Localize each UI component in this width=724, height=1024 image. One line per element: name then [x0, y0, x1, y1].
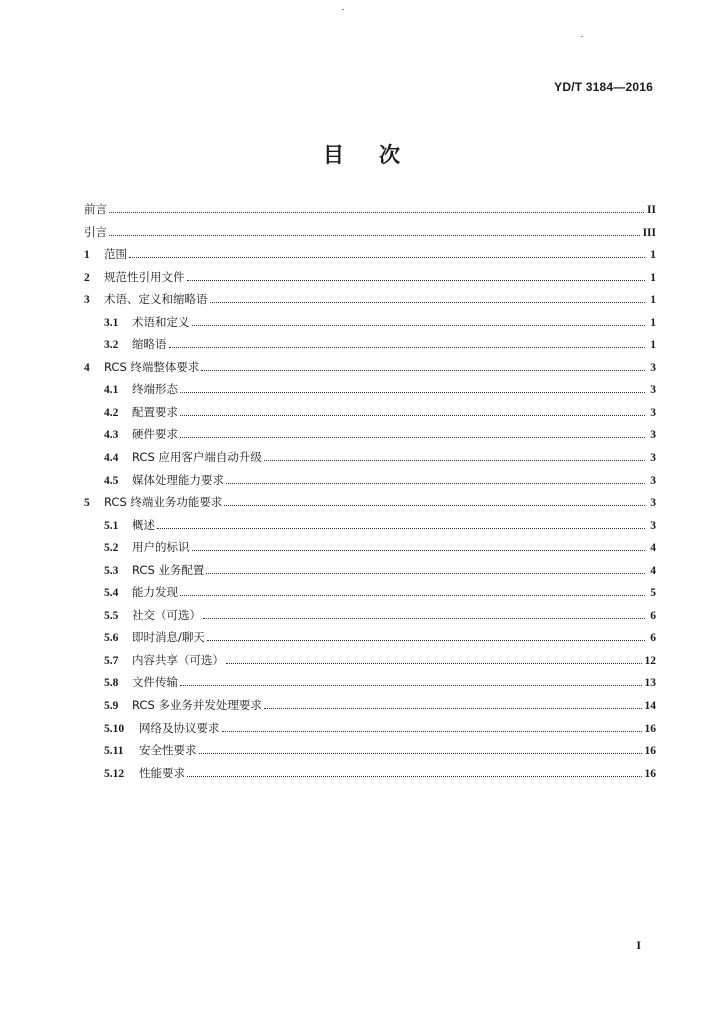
dot-leader: [206, 573, 645, 574]
toc-entry[interactable]: [84, 584, 656, 607]
toc-entry-number: 5: [84, 497, 90, 510]
toc-entry[interactable]: [84, 314, 656, 337]
dot-leader: [187, 280, 646, 281]
toc-entry-number: 2: [84, 271, 90, 284]
toc-entry-number: 5.6: [104, 632, 119, 645]
toc-entry-label: 规范性引用文件: [104, 269, 185, 284]
page-number: I: [636, 938, 641, 952]
toc-entry-page: 1: [650, 316, 656, 329]
toc-entry-label: 引言: [84, 224, 107, 239]
toc-entry[interactable]: [84, 449, 656, 472]
toc-entry-page: 3: [650, 406, 656, 419]
toc-entry[interactable]: [84, 629, 656, 652]
title-part-1: 目: [323, 143, 345, 167]
toc-entry[interactable]: [84, 765, 656, 788]
toc-entry-label: 社交（可选）: [132, 607, 201, 622]
dot-leader: [224, 505, 645, 506]
toc-entry[interactable]: [84, 697, 656, 720]
toc-entry-number: 5.12: [104, 767, 125, 780]
document-code: YD/T 3184—2016: [554, 80, 653, 94]
toc-entry-page: 1: [650, 339, 656, 352]
toc-entry-page: 3: [650, 452, 656, 465]
dot-leader: [109, 235, 640, 236]
toc-entry[interactable]: [84, 426, 656, 449]
toc-entry-page: 16: [644, 745, 656, 758]
scan-speck: [342, 9, 344, 10]
toc-entry-label: RCS 应用客户端自动升级: [132, 450, 262, 465]
toc-entry-number: 3.1: [104, 316, 119, 329]
toc-entry-page: 3: [650, 384, 656, 397]
toc-entry-page: 4: [650, 564, 656, 577]
dot-leader: [180, 415, 645, 416]
toc-entry-number: 5.9: [104, 700, 119, 713]
toc-entry-page: 14: [644, 700, 656, 713]
toc-entry[interactable]: [84, 359, 656, 382]
dot-leader: [201, 370, 645, 371]
dot-leader: [192, 550, 646, 551]
toc-entry-label: 能力发现: [132, 585, 178, 600]
toc-entry-page: 3: [650, 361, 656, 374]
toc-entry[interactable]: [84, 742, 656, 765]
toc-entry-page: 6: [650, 609, 656, 622]
toc-entry-number: 4: [84, 361, 90, 374]
toc-entry[interactable]: [84, 652, 656, 675]
dot-leader: [109, 212, 644, 213]
dot-leader: [226, 483, 645, 484]
toc-entry-page: 1: [650, 271, 656, 284]
toc-entry-number: 5.5: [104, 609, 119, 622]
toc-entry-number: 5.11: [104, 745, 124, 758]
toc-entry-label: 媒体处理能力要求: [132, 472, 224, 487]
toc-entry-number: 5.3: [104, 564, 119, 577]
dot-leader: [180, 595, 645, 596]
dot-leader: [226, 663, 642, 664]
toc-entry-page: III: [642, 226, 656, 239]
toc-entry-label: 文件传输: [132, 675, 178, 690]
toc-entry-label: 用户的标识: [132, 540, 190, 555]
toc-entry[interactable]: [84, 201, 656, 224]
toc-entry-page: 1: [650, 294, 656, 307]
toc-entry[interactable]: [84, 404, 656, 427]
toc-entry-number: 4.2: [104, 406, 119, 419]
toc-entry-page: 3: [650, 519, 656, 532]
toc-entry-number: 4.5: [104, 474, 119, 487]
toc-entry-number: 5.7: [104, 654, 119, 667]
dot-leader: [157, 528, 645, 529]
toc-entry[interactable]: [84, 246, 656, 269]
page-title: [0, 139, 724, 169]
toc-entry-label: RCS 业务配置: [132, 562, 205, 577]
toc-entry-page: 12: [644, 654, 656, 667]
dot-leader: [187, 776, 642, 777]
scan-speck: [581, 36, 583, 37]
toc-entry[interactable]: [84, 494, 656, 517]
title-part-2: 次: [379, 143, 401, 167]
toc-entry-page: 13: [644, 677, 656, 690]
dot-leader: [169, 347, 646, 348]
toc-entry-number: 3: [84, 294, 90, 307]
toc-entry-page: 16: [644, 767, 656, 780]
toc-entry-page: II: [647, 204, 656, 216]
toc-entry-label: 缩略语: [132, 337, 167, 352]
toc-entry-label: 前言: [84, 202, 107, 216]
toc-entry-label: 终端形态: [132, 382, 178, 397]
toc-entry-page: 1: [650, 249, 656, 262]
dot-leader: [203, 618, 645, 619]
toc-entry-number: 4.1: [104, 384, 119, 397]
toc-entry-label: 性能要求: [139, 765, 185, 780]
toc-entry[interactable]: [84, 720, 656, 743]
toc-entry-number: 1: [84, 249, 90, 262]
dot-leader: [222, 731, 642, 732]
dot-leader: [129, 257, 645, 258]
table-of-contents: [84, 201, 656, 787]
toc-entry-page: 3: [650, 497, 656, 510]
toc-entry[interactable]: [84, 562, 656, 585]
dot-leader: [180, 437, 645, 438]
toc-entry-number: 5.1: [104, 519, 119, 532]
toc-entry[interactable]: [84, 472, 656, 495]
toc-entry-label: 硬件要求: [132, 427, 178, 442]
dot-leader: [264, 460, 645, 461]
toc-entry-label: 网络及协议要求: [139, 720, 220, 735]
toc-entry[interactable]: [84, 336, 656, 359]
dot-leader: [199, 753, 642, 754]
dot-leader: [192, 325, 646, 326]
toc-entry[interactable]: [84, 381, 656, 404]
toc-entry-number: 4.3: [104, 429, 119, 442]
toc-entry-label: 配置要求: [132, 404, 178, 419]
toc-entry[interactable]: [84, 269, 656, 292]
toc-entry-label: 范围: [104, 247, 127, 262]
toc-entry-label: 即时消息/聊天: [132, 630, 205, 645]
toc-entry-page: 6: [650, 632, 656, 645]
toc-entry-number: 5.8: [104, 677, 119, 690]
toc-entry-label: 术语、定义和缩略语: [104, 292, 208, 307]
toc-entry[interactable]: [84, 517, 656, 540]
toc-entry-number: 5.10: [104, 722, 125, 735]
toc-entry-label: RCS 终端业务功能要求: [104, 495, 223, 510]
toc-entry-label: 安全性要求: [139, 743, 197, 758]
dot-leader: [210, 302, 646, 303]
toc-entry-page: 4: [650, 542, 656, 555]
dot-leader: [180, 392, 645, 393]
toc-entry-label: 术语和定义: [132, 314, 190, 329]
toc-entry-number: 4.4: [104, 452, 119, 465]
toc-entry-page: 5: [650, 587, 656, 600]
toc-entry[interactable]: [84, 291, 656, 314]
toc-entry-page: 3: [650, 474, 656, 487]
dot-leader: [264, 708, 642, 709]
dot-leader: [180, 685, 642, 686]
toc-entry[interactable]: [84, 539, 656, 562]
dot-leader: [207, 640, 645, 641]
toc-entry-page: 3: [650, 429, 656, 442]
toc-entry[interactable]: [84, 674, 656, 697]
toc-entry-number: 3.2: [104, 339, 119, 352]
toc-entry-page: 16: [644, 722, 656, 735]
toc-entry[interactable]: [84, 607, 656, 630]
toc-entry-label: 概述: [132, 517, 155, 532]
toc-entry-label: RCS 终端整体要求: [104, 359, 200, 374]
toc-entry-label: 内容共享（可选）: [132, 652, 224, 667]
toc-entry-number: 5.4: [104, 587, 119, 600]
toc-entry-label: RCS 多业务并发处理要求: [132, 698, 262, 713]
toc-entry[interactable]: [84, 224, 656, 247]
toc-entry-number: 5.2: [104, 542, 119, 555]
